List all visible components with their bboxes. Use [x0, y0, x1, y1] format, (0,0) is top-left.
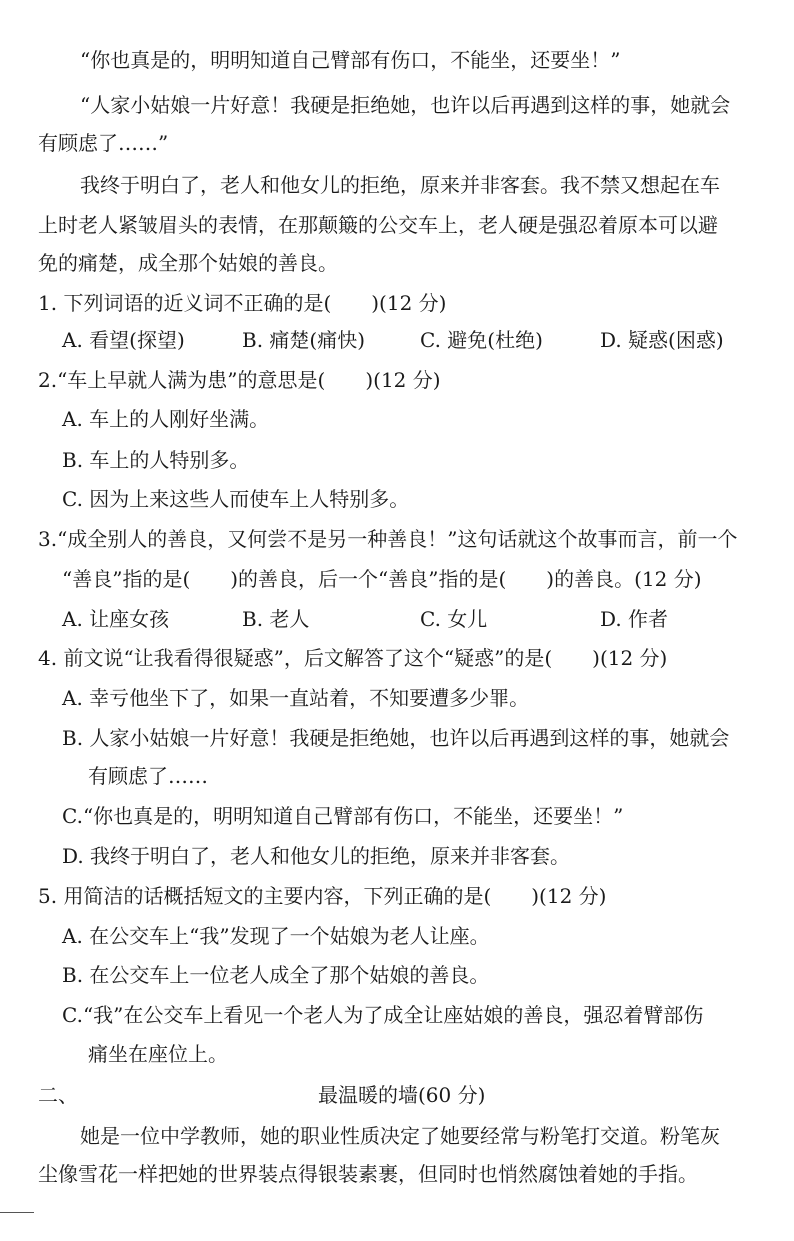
question-4-stem: 4. 前文说“让我看得很疑惑”，后文解答了这个“疑惑”的是( )(12 分) — [38, 646, 668, 670]
question-3-option-d: D. 作者 — [600, 607, 669, 631]
question-3-option-c: C. 女儿 — [420, 607, 488, 631]
question-4-option-c: C.“你也真是的，明明知道自己臂部有伤口，不能坐，还要坐！” — [62, 804, 624, 828]
passage-line-5: 上时老人紧皱眉头的表情，在那颠簸的公交车上，老人硬是强忍着原本可以避 — [38, 213, 718, 237]
question-3-stem-line-1: 3.“成全别人的善良，又何尝不是另一种善良！”这句话就这个故事而言，前一个 — [38, 527, 738, 551]
question-3-stem-line-2: “善良”指的是( )的善良，后一个“善良”指的是( )的善良。(12 分) — [62, 567, 702, 591]
question-4-option-d: D. 我终于明白了，老人和他女儿的拒绝，原来并非客套。 — [62, 844, 571, 868]
passage-2-line-2: 尘像雪花一样把她的世界装点得银装素裹，但同时也悄然腐蚀着她的手指。 — [38, 1162, 698, 1186]
question-4-option-b-line-2: 有顾虑了…… — [88, 764, 208, 788]
question-5-option-c-line-2: 痛坐在座位上。 — [88, 1042, 228, 1066]
passage-line-3: 有顾虑了……” — [38, 131, 169, 155]
question-1-option-b: B. 痛楚(痛快) — [242, 328, 366, 352]
question-1-option-a: A. 看望(探望) — [62, 328, 185, 352]
question-3-option-b: B. 老人 — [242, 607, 310, 631]
question-2-option-c: C. 因为上来这些人而使车上人特别多。 — [62, 487, 410, 511]
footer-rule — [0, 1212, 34, 1213]
passage-line-2: “人家小姑娘一片好意！我硬是拒绝她，也许以后再遇到这样的事，她就会 — [80, 93, 731, 117]
question-5-stem: 5. 用简洁的话概括短文的主要内容，下列正确的是( )(12 分) — [38, 884, 607, 908]
question-4-option-b-line-1: B. 人家小姑娘一片好意！我硬是拒绝她，也许以后再遇到这样的事，她就会 — [62, 726, 730, 750]
question-5-option-b: B. 在公交车上一位老人成全了那个姑娘的善良。 — [62, 963, 490, 987]
question-5-option-c-line-1: C.“我”在公交车上看见一个老人为了成全让座姑娘的善良，强忍着臂部伤 — [62, 1003, 704, 1027]
question-2-stem: 2.“车上早就人满为患”的意思是( )(12 分) — [38, 368, 441, 392]
question-2-option-b: B. 车上的人特别多。 — [62, 448, 250, 472]
passage-2-line-1: 她是一位中学教师，她的职业性质决定了她要经常与粉笔打交道。粉笔灰 — [80, 1124, 720, 1148]
section-2-number: 二、 — [38, 1083, 78, 1107]
section-2-title: 最温暖的墙(60 分) — [318, 1083, 486, 1107]
question-3-options — [62, 609, 668, 629]
passage-line-1: “你也真是的，明明知道自己臂部有伤口，不能坐，还要坐！” — [80, 48, 621, 72]
question-1-option-c: C. 避免(杜绝) — [420, 328, 543, 352]
question-1-option-d: D. 疑惑(困惑) — [600, 328, 724, 352]
question-5-option-a: A. 在公交车上“我”发现了一个姑娘为老人让座。 — [62, 924, 490, 948]
passage-line-4: 我终于明白了，老人和他女儿的拒绝，原来并非客套。我不禁又想起在车 — [80, 173, 720, 197]
question-1-stem: 1. 下列词语的近义词不正确的是( )(12 分) — [38, 291, 447, 315]
question-1-options — [62, 330, 724, 350]
question-4-option-a: A. 幸亏他坐下了，如果一直站着，不知要遭多少罪。 — [62, 686, 530, 710]
question-3-option-a: A. 让座女孩 — [62, 607, 170, 631]
question-2-option-a: A. 车上的人刚好坐满。 — [62, 407, 270, 431]
passage-line-6: 免的痛楚，成全那个姑娘的善良。 — [38, 251, 338, 275]
